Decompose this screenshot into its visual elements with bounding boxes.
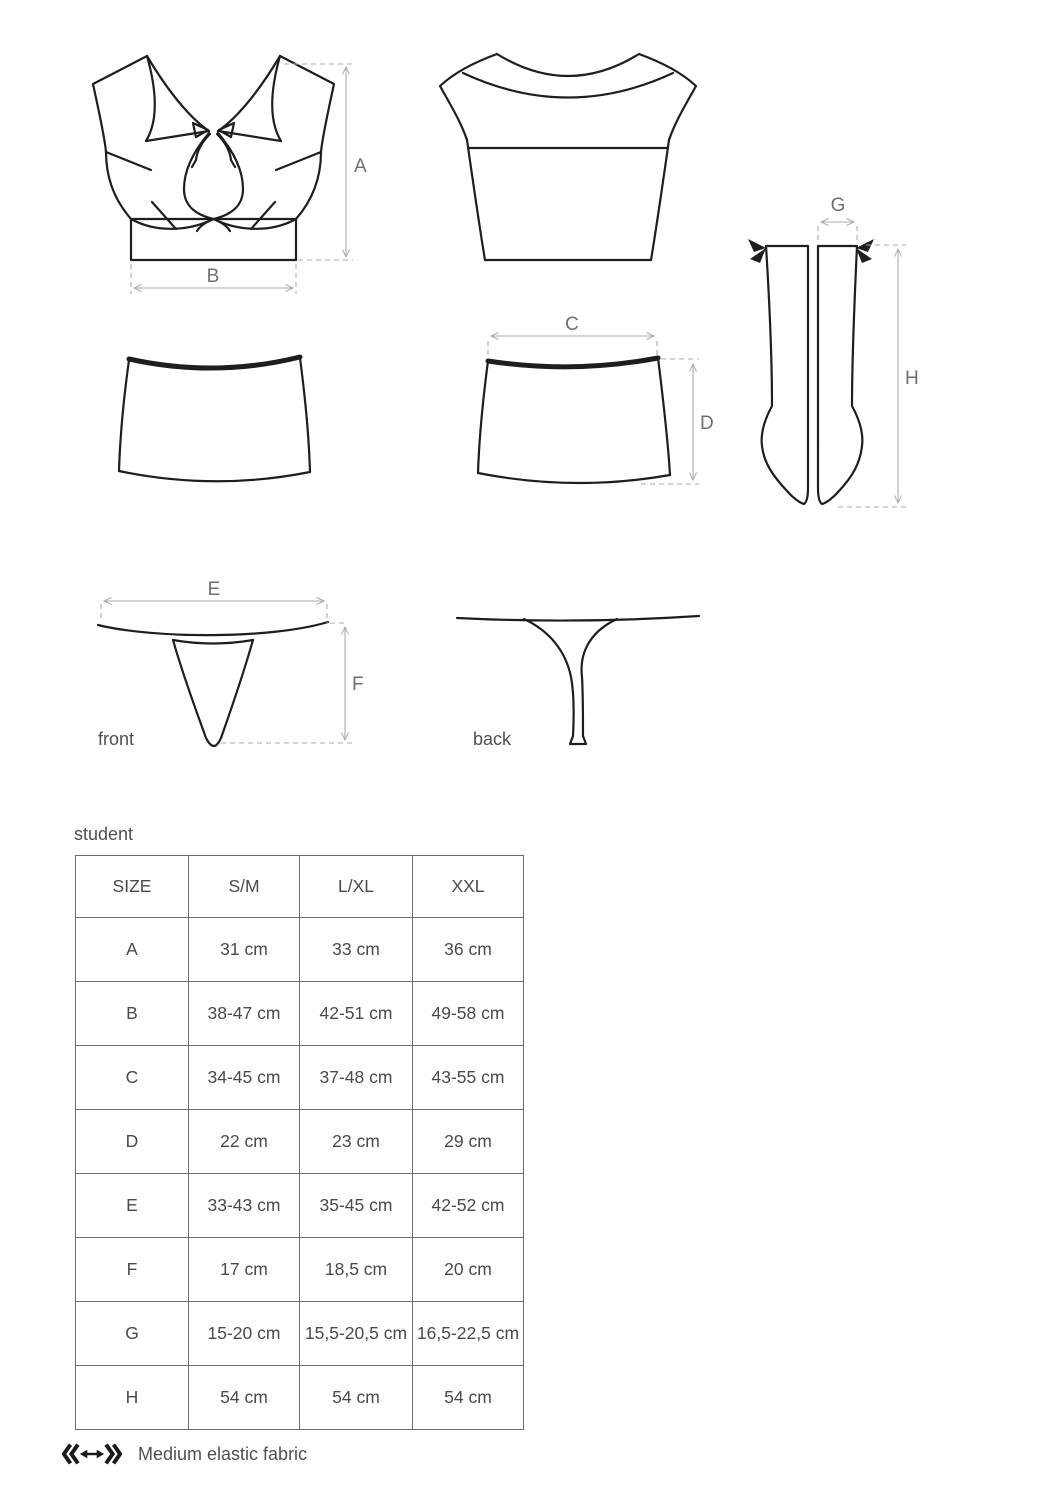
dimension-row-label: G xyxy=(76,1302,189,1366)
dim-label-f: F xyxy=(352,674,364,695)
skirt-back-left-side xyxy=(478,361,488,473)
size-cell: 20 cm xyxy=(413,1238,524,1302)
top-front-left-outline xyxy=(93,56,147,219)
right-lapel-outer xyxy=(272,56,281,141)
top-front-right-outline xyxy=(280,56,334,219)
dimension-c xyxy=(488,314,657,357)
thong-front-waistband xyxy=(98,622,328,635)
table-row xyxy=(76,1174,524,1238)
dim-label-e: E xyxy=(207,579,221,600)
dim-label-b: B xyxy=(206,266,220,287)
size-cell: 49-58 cm xyxy=(413,982,524,1046)
left-neckline xyxy=(147,56,209,131)
thong-back-left-curve xyxy=(524,619,574,736)
table-row xyxy=(76,1238,524,1302)
product-style-title: student xyxy=(74,824,134,844)
size-cell: 33 cm xyxy=(300,918,413,982)
thong-back-gusset-end xyxy=(570,736,586,744)
bow-left-tail xyxy=(192,134,210,167)
dim-label-c: C xyxy=(565,314,579,335)
thong-back-drawing xyxy=(457,616,699,749)
left-dart-line xyxy=(152,202,176,229)
thong-front-gusset-top xyxy=(173,640,253,644)
right-yoke-seam xyxy=(276,152,321,170)
size-cell: 31 cm xyxy=(189,918,300,982)
dimension-row-label: B xyxy=(76,982,189,1046)
table-row xyxy=(76,1366,524,1430)
size-column-header: S/M xyxy=(189,856,300,918)
stocking-right-bow-icon xyxy=(856,239,874,263)
skirt-front-left-side xyxy=(119,360,129,471)
dimension-row-label: A xyxy=(76,918,189,982)
size-cell: 38-47 cm xyxy=(189,982,300,1046)
size-column-header: SIZE xyxy=(76,856,189,918)
stocking-left xyxy=(762,246,808,504)
stockings-drawing xyxy=(748,239,874,504)
left-yoke-seam xyxy=(106,152,151,170)
skirt-front-right-side xyxy=(300,358,310,472)
skirt-front-drawing xyxy=(119,357,310,481)
crop-top-back-drawing xyxy=(440,54,696,260)
thong-front-drawing xyxy=(98,622,328,749)
size-cell: 36 cm xyxy=(413,918,524,982)
size-cell: 35-45 cm xyxy=(300,1174,413,1238)
bow-right-tail xyxy=(217,134,235,167)
thong-back-right-curve xyxy=(582,619,617,736)
size-cell: 16,5-22,5 cm xyxy=(413,1302,524,1366)
size-cell: 37-48 cm xyxy=(300,1046,413,1110)
table-row xyxy=(76,918,524,982)
size-cell: 42-52 cm xyxy=(413,1174,524,1238)
dim-label-a: A xyxy=(354,156,367,177)
size-cell: 23 cm xyxy=(300,1110,413,1174)
skirt-back-waistband xyxy=(488,358,658,367)
dimension-b xyxy=(131,264,296,294)
top-back-neck-outer xyxy=(497,54,639,76)
dim-label-g: G xyxy=(830,195,846,216)
table-row xyxy=(76,982,524,1046)
size-cell: 17 cm xyxy=(189,1238,300,1302)
size-cell: 22 cm xyxy=(189,1110,300,1174)
view-label-back: back xyxy=(473,729,512,749)
elastic-stretch-icon xyxy=(62,1442,122,1466)
size-cell: 18,5 cm xyxy=(300,1238,413,1302)
size-cell: 15,5-20,5 cm xyxy=(300,1302,413,1366)
size-column-header: L/XL xyxy=(300,856,413,918)
thong-back-waistband xyxy=(457,616,699,621)
table-row xyxy=(76,1046,524,1110)
size-cell: 54 cm xyxy=(413,1366,524,1430)
stocking-left-bow-icon xyxy=(748,239,766,263)
top-back-left-outline xyxy=(440,54,497,260)
size-cell: 15-20 cm xyxy=(189,1302,300,1366)
dimension-g xyxy=(818,195,857,242)
dimension-row-label: E xyxy=(76,1174,189,1238)
dimension-d xyxy=(641,359,714,484)
size-table xyxy=(75,855,524,1430)
table-row xyxy=(76,1302,524,1366)
top-back-right-outline xyxy=(639,54,696,260)
right-dart-line xyxy=(251,202,275,229)
size-column-header: XXL xyxy=(413,856,524,918)
dimension-row-label: D xyxy=(76,1110,189,1174)
dim-label-h: H xyxy=(905,368,919,389)
skirt-front-waistband xyxy=(129,357,300,368)
stocking-right xyxy=(818,246,862,504)
dim-label-d: D xyxy=(700,413,714,434)
right-neckline xyxy=(218,56,280,131)
dimension-e xyxy=(101,579,327,623)
fabric-note xyxy=(62,1442,307,1466)
size-cell: 43-55 cm xyxy=(413,1046,524,1110)
skirt-back-right-side xyxy=(658,358,670,475)
top-front-band xyxy=(131,219,296,260)
size-cell: 42-51 cm xyxy=(300,982,413,1046)
view-label-front: front xyxy=(98,729,135,749)
table-row xyxy=(76,1110,524,1174)
size-cell: 34-45 cm xyxy=(189,1046,300,1110)
fabric-note-label: Medium elastic fabric xyxy=(138,1443,308,1464)
left-lapel-outer xyxy=(146,56,155,141)
size-cell: 54 cm xyxy=(300,1366,413,1430)
dimension-h xyxy=(838,245,919,507)
skirt-front-hem xyxy=(119,471,310,481)
size-cell: 54 cm xyxy=(189,1366,300,1430)
dimension-row-label: H xyxy=(76,1366,189,1430)
dimension-row-label: C xyxy=(76,1046,189,1110)
size-cell: 33-43 cm xyxy=(189,1174,300,1238)
dimension-row-label: F xyxy=(76,1238,189,1302)
thong-front-triangle xyxy=(173,640,253,746)
skirt-dimensioned-drawing xyxy=(478,358,670,483)
size-table-header-row xyxy=(76,856,524,918)
size-cell: 29 cm xyxy=(413,1110,524,1174)
crop-top-front-drawing xyxy=(93,56,334,260)
skirt-back-hem xyxy=(478,473,670,483)
